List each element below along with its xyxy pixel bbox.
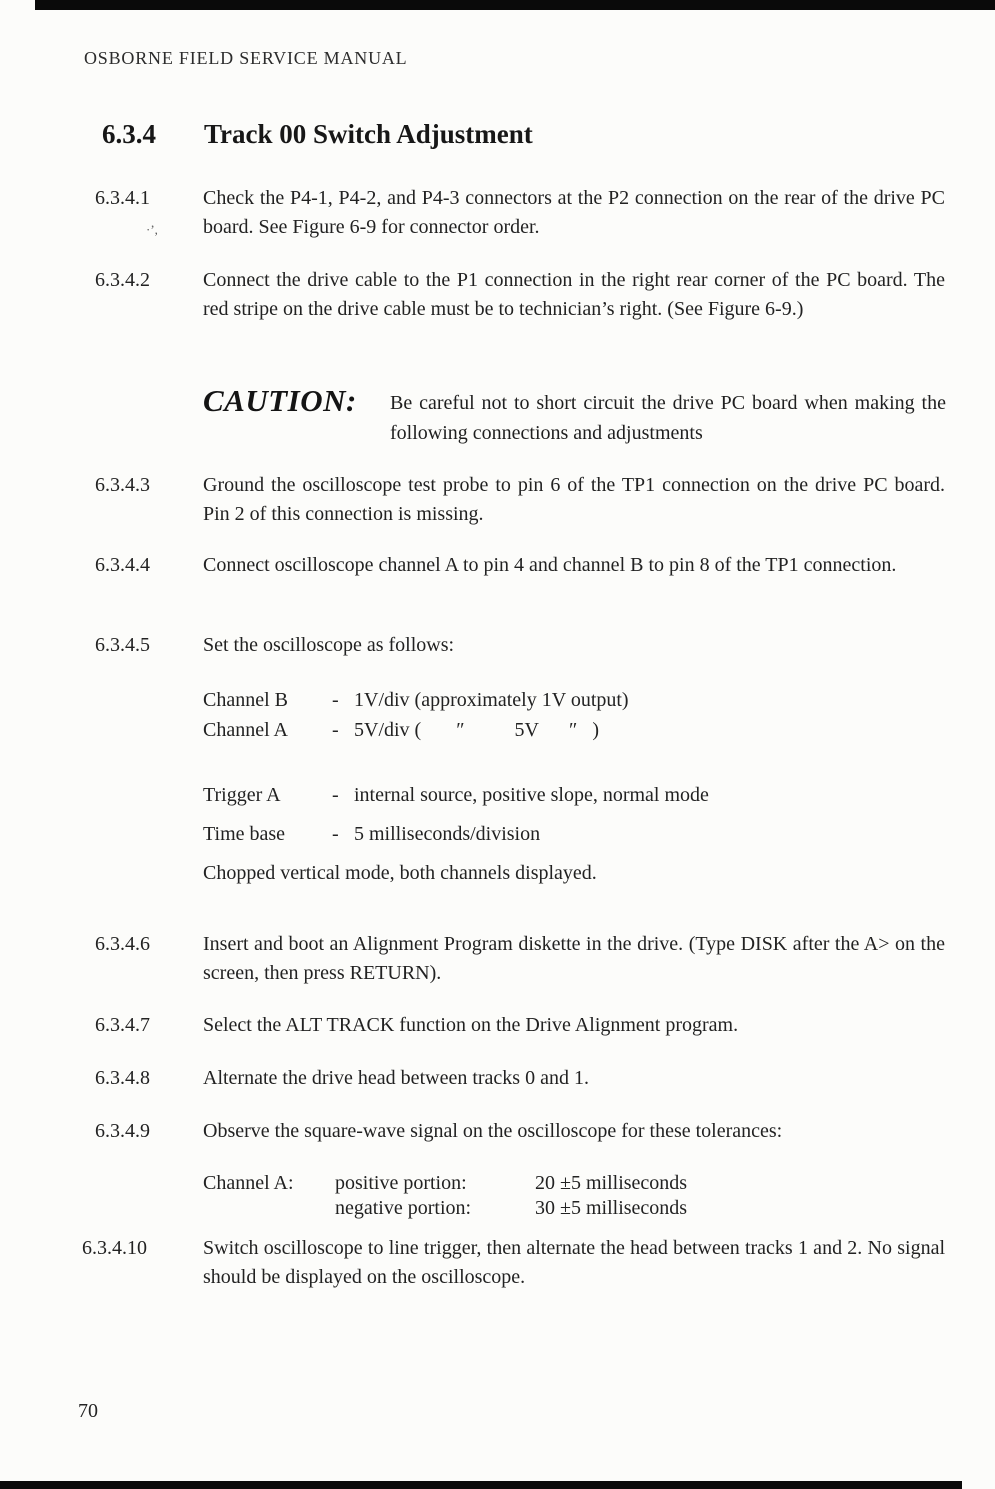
tolerance-channel-blank	[203, 1195, 335, 1221]
step-number: 6.3.4.1	[95, 187, 150, 209]
caution-text: Be careful not to short circuit the drive PC board when making the following connections and adjustments	[390, 392, 946, 444]
section-number: 6.3.4	[102, 119, 156, 149]
step-number: 6.3.4.3	[95, 474, 150, 496]
step-6347	[95, 1011, 945, 1040]
scope-setting-trigger	[203, 781, 709, 810]
step-6344	[95, 551, 945, 580]
tolerance-value: 30 ±5 milliseconds	[535, 1197, 688, 1219]
step-number: 6.3.4.10	[82, 1237, 147, 1259]
scope-setting-vertical-mode: Chopped vertical mode, both channels displayed.	[203, 862, 597, 884]
step-number: 6.3.4.6	[95, 933, 150, 955]
setting-dash: -	[332, 719, 339, 741]
step-6343	[95, 471, 945, 529]
setting-value: internal source, positive slope, normal mode	[354, 784, 709, 806]
page-header: OSBORNE FIELD SERVICE MANUAL	[84, 48, 408, 68]
step-text: Observe the square-wave signal on the oscilloscope for these tolerances:	[203, 1120, 783, 1142]
pencil-mark-artifact: ·’,	[146, 222, 158, 237]
step-text: Switch oscilloscope to line trigger, then alternate the head between tracks 1 and 2. No signal should be displayed on the oscilloscope.	[203, 1237, 945, 1288]
tolerance-value: 20 ±5 milliseconds	[535, 1172, 688, 1194]
step-6345	[95, 631, 945, 660]
tolerance-row-positive	[203, 1170, 687, 1196]
setting-label: Channel B	[203, 689, 288, 711]
tolerance-channel: Channel A:	[203, 1172, 294, 1194]
tolerance-name: negative portion:	[335, 1197, 472, 1219]
step-6346	[95, 930, 945, 988]
scope-setting-channel-b	[203, 686, 629, 715]
caution-label: CAUTION:	[203, 383, 357, 418]
step-6348	[95, 1064, 945, 1093]
tolerance-name: positive portion:	[335, 1172, 467, 1194]
section-title: Track 00 Switch Adjustment	[204, 119, 533, 149]
step-63410	[82, 1234, 945, 1292]
step-6349	[95, 1117, 945, 1146]
setting-dash: -	[332, 689, 339, 711]
step-text: Check the P4-1, P4-2, and P4-3 connectors at the P2 connection on the rear of the drive PC board. See Figure 6-9 for connector order.	[203, 187, 945, 238]
page-number: 70	[78, 1400, 98, 1422]
step-text: Set the oscilloscope as follows:	[203, 634, 455, 656]
step-text: Connect oscilloscope channel A to pin 4 and channel B to pin 8 of the TP1 connection.	[203, 554, 897, 576]
step-number: 6.3.4.5	[95, 634, 150, 656]
scan-edge-bar-top	[35, 0, 995, 10]
setting-dash: -	[332, 784, 339, 806]
tolerance-row-negative	[203, 1195, 687, 1221]
setting-label: Channel A	[203, 719, 288, 741]
scope-setting-channel-a	[203, 716, 599, 745]
step-6342	[95, 266, 945, 324]
step-number: 6.3.4.9	[95, 1120, 150, 1142]
setting-label: Trigger A	[203, 784, 281, 806]
step-text: Connect the drive cable to the P1 connection in the right rear corner of the PC board. The red stripe on the drive cable must be to technician’s right. (See Figure 6-9.)	[203, 269, 945, 320]
scan-edge-bar-bottom	[0, 1481, 962, 1489]
step-text: Ground the oscilloscope test probe to pin 6 of the TP1 connection on the drive PC board. Pin 2 of this connection is missing.	[203, 474, 945, 525]
step-number: 6.3.4.4	[95, 554, 150, 576]
setting-dash: -	[332, 823, 339, 845]
step-text: Select the ALT TRACK function on the Drive Alignment program.	[203, 1014, 739, 1036]
step-text: Alternate the drive head between tracks 0 and 1.	[203, 1067, 589, 1089]
step-6341	[95, 184, 945, 242]
step-text: Insert and boot an Alignment Program diskette in the drive. (Type DISK after the A> on the screen, then press RETURN).	[203, 933, 945, 984]
setting-label: Time base	[203, 823, 286, 845]
caution-note	[203, 383, 946, 448]
setting-value: 5V/div ( ″ 5V ″ )	[354, 719, 599, 741]
step-number: 6.3.4.8	[95, 1067, 150, 1089]
scope-setting-time-base	[203, 820, 540, 849]
step-number: 6.3.4.7	[95, 1014, 150, 1036]
setting-value: 5 milliseconds/division	[354, 823, 541, 845]
section-heading	[102, 119, 533, 150]
setting-value: 1V/div (approximately 1V output)	[354, 689, 629, 711]
step-number: 6.3.4.2	[95, 269, 150, 291]
